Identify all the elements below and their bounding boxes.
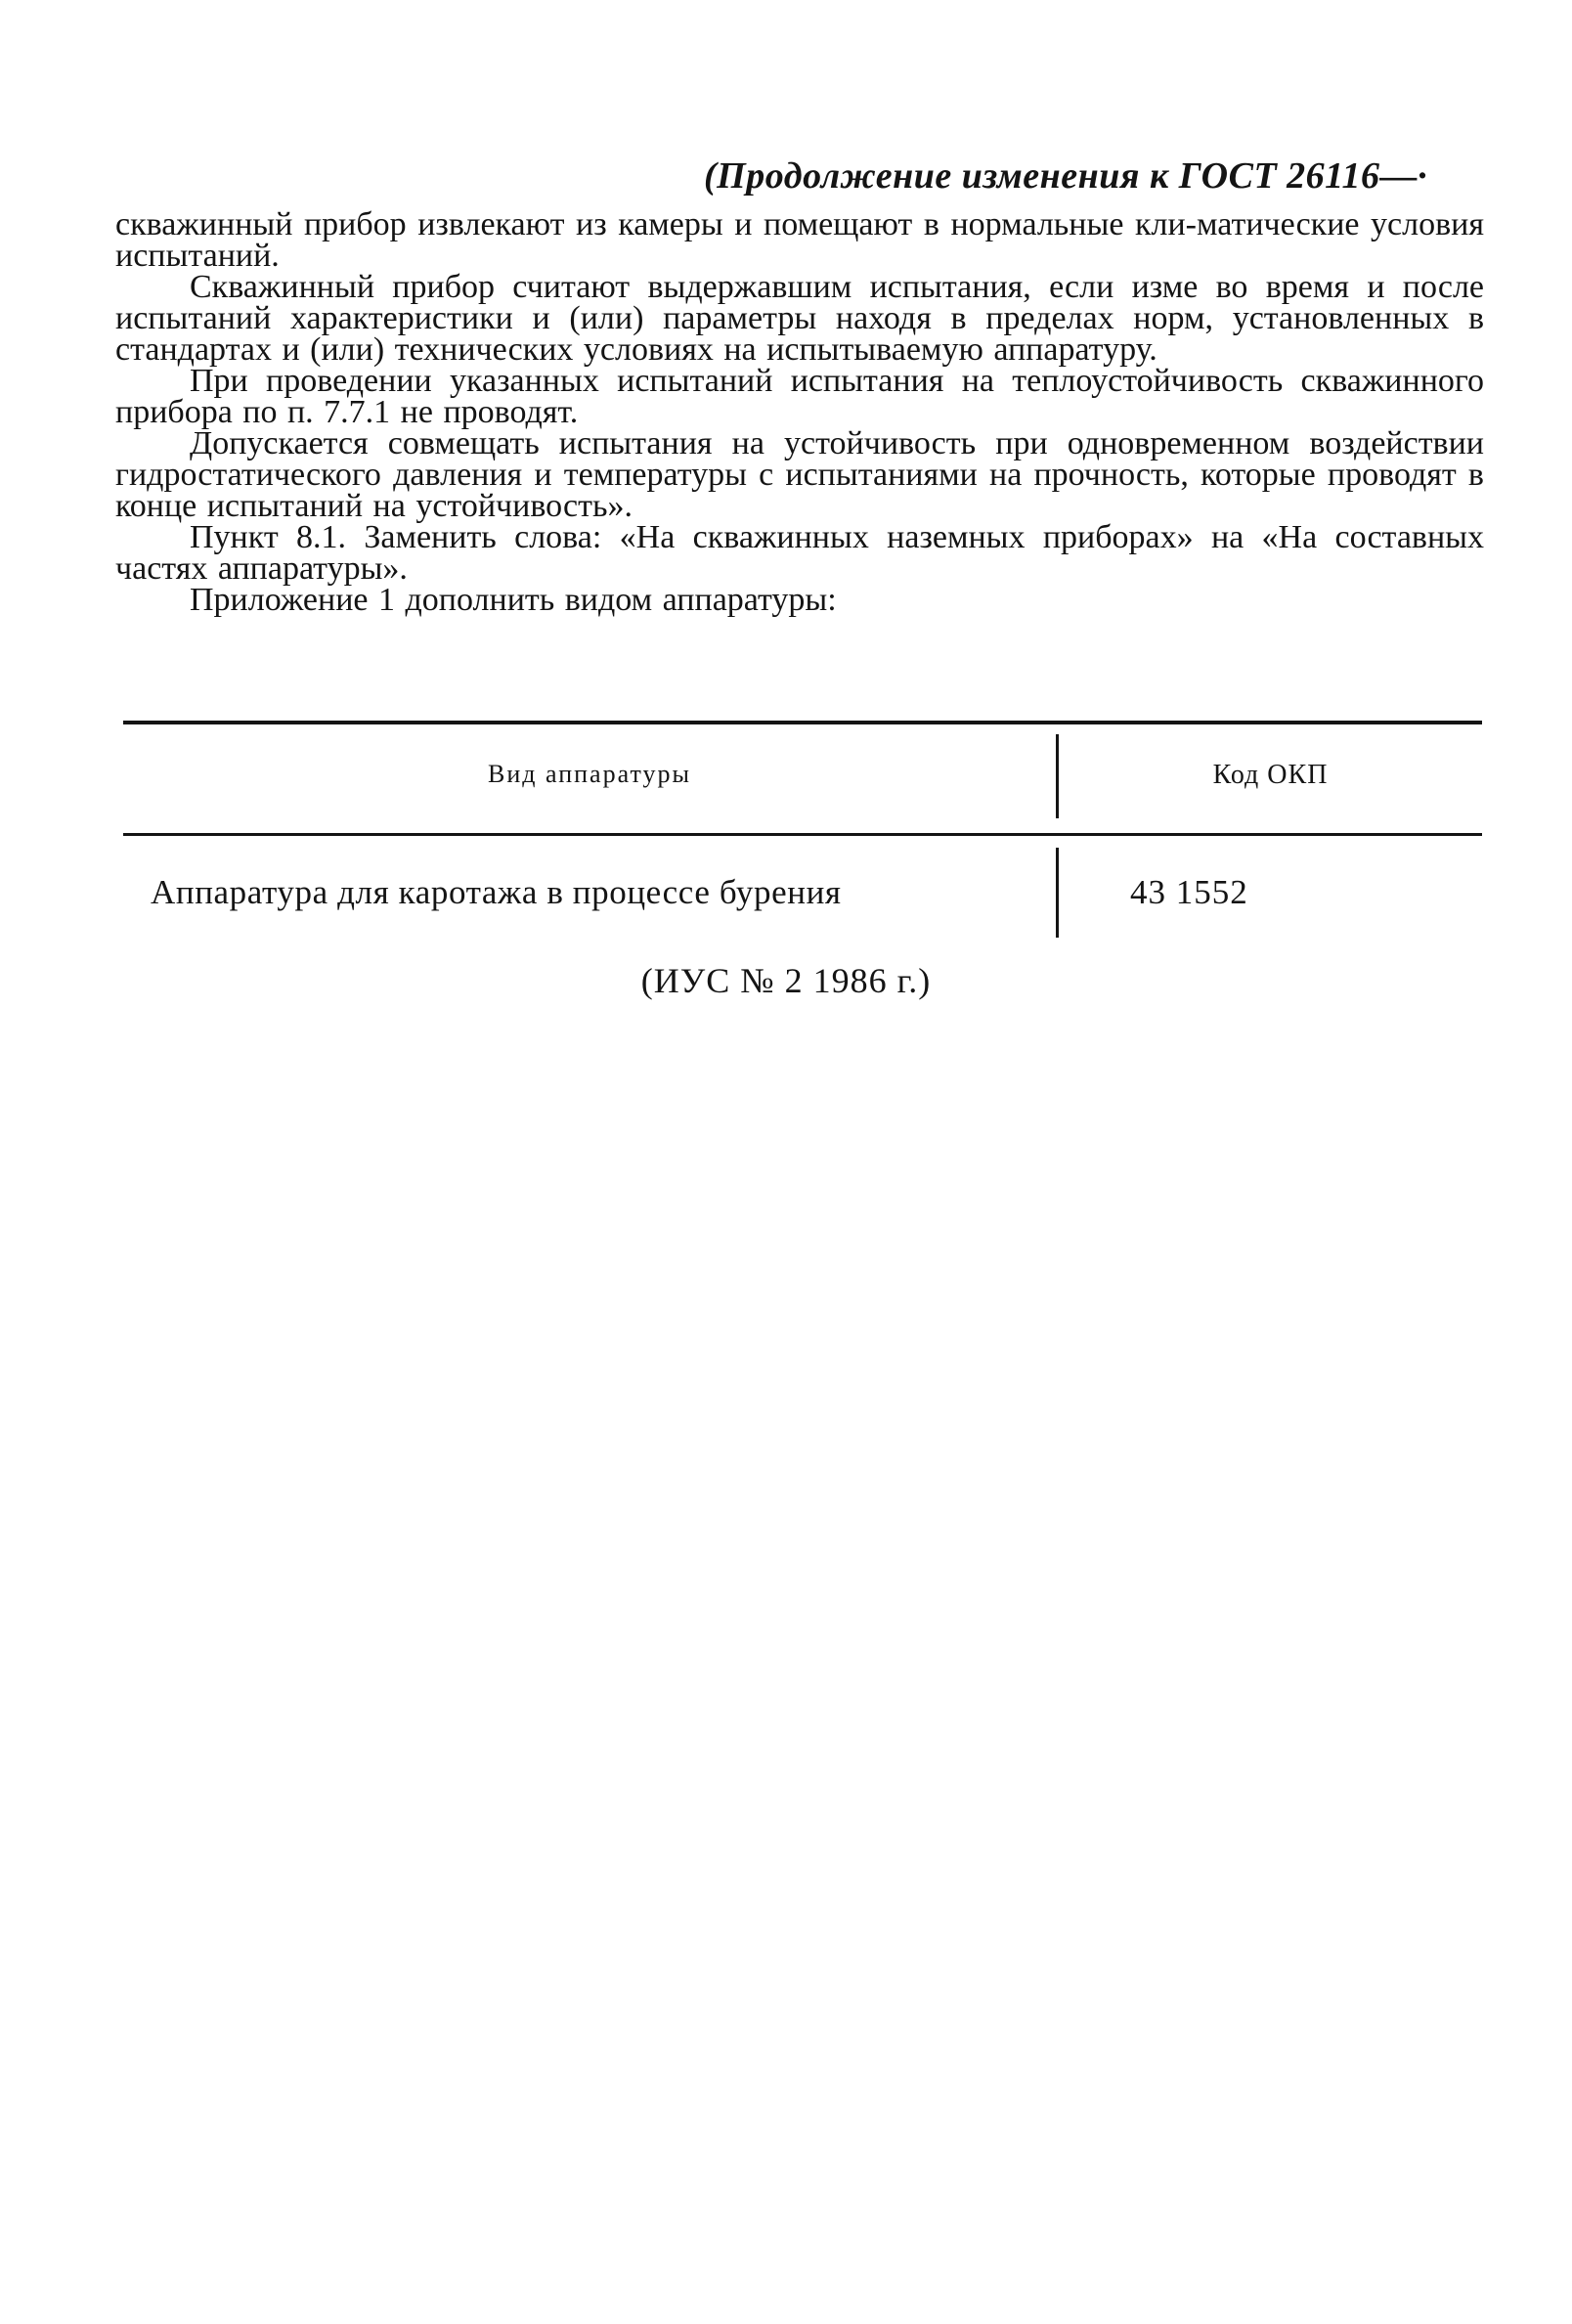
body-text [115, 206, 1484, 618]
table-header-equipment-type: Вид аппаратуры [488, 760, 691, 788]
table-header-okp-code: Код ОКП [1212, 760, 1329, 790]
paragraph-1: скважинный прибор извлекают из камеры и помещают в нормальные кли-матические условия испытаний. [115, 206, 1484, 274]
paragraph-6: Приложение 1 дополнить видом аппаратуры: [190, 582, 837, 618]
running-header: (Продолжение изменения к ГОСТ 26116—· [704, 155, 1428, 197]
paragraph-4: Допускается совмещать испытания на устойчивость при одновременном воздействии гидростатического давления и температуры с испытаниями на прочность, которые проводят в конце испытаний на устойчивость». [115, 425, 1484, 524]
table-row-okp-code: 43 1552 [1130, 873, 1248, 911]
table-top-rule [123, 721, 1482, 724]
paragraph-2: Скважинный прибор считают выдержавшим испытания, если изме во время и после испытаний характеристики и (или) параметры находя в пределах норм, установленных в стандартах и (или) технических условиях на испытываемую аппаратуру. [115, 269, 1484, 368]
paragraph-3: При проведении указанных испытаний испытания на теплоустойчивость скважинного прибора по п. 7.7.1 не проводят. [115, 363, 1484, 430]
ius-reference: (ИУС № 2 1986 г.) [640, 961, 932, 1000]
paragraph-5: Пункт 8.1. Заменить слова: «На скважинных наземных приборах» на «На составных частях аппаратуры». [115, 519, 1484, 587]
table-row-equipment-type: Аппаратура для каротажа в процессе бурения [151, 873, 842, 911]
table-header-rule [123, 833, 1482, 836]
equipment-table [123, 721, 1482, 945]
table-row-divider [1056, 848, 1059, 938]
